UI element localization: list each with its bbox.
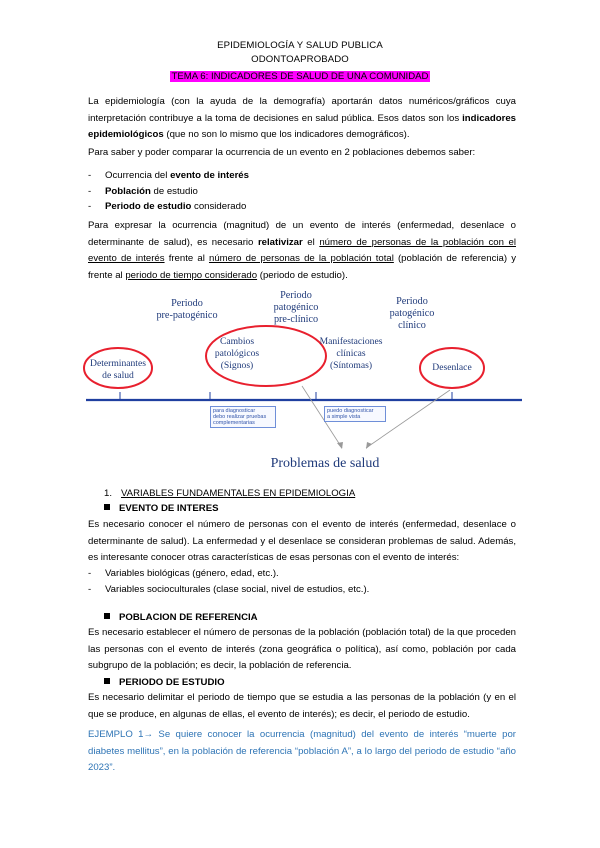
outcome-label: Desenlace	[432, 362, 472, 373]
clinical-manifestations-label: Manifestaciones clínicas (Síntomas)	[319, 336, 383, 371]
period-prepatogenic-label: Periodo pre-patogénico	[156, 298, 218, 321]
square-bullet-icon	[104, 613, 110, 619]
natural-history-diagram	[80, 286, 530, 486]
example-paragraph: EJEMPLO 1→ Se quiere conocer la ocurrencia (magnitud) del evento de interés “muerte por diabetes mellitus”, en la población de referencia “población A”, a lo largo del periodo de estudio “año 2023”.	[88, 729, 516, 774]
list-item: - Población de estudio	[88, 184, 508, 200]
period-clinical-label: Periodo patogénico clínico	[389, 296, 435, 331]
list-item: - Periodo de estudio considerado	[88, 199, 508, 215]
intro-bold: indicadores epidemiológicos	[88, 112, 516, 141]
list-item: - Variables socioculturales (clase social, nivel de estudios, etc.).	[88, 582, 508, 598]
tema-heading-wrap	[0, 71, 600, 82]
period-preclinical-label: Periodo patogénico pre-clínico	[273, 290, 319, 325]
tema-heading: TEMA 6: INDICADORES DE SALUD DE UNA COMUNIDAD	[171, 71, 429, 82]
variables-list	[88, 566, 508, 597]
note-complementary-tests: para diagnosticar debo realizar pruebas complementarias	[210, 406, 276, 428]
section-heading: 1. VARIABLES FUNDAMENTALES EN EPIDEMIOLOGIA	[104, 488, 356, 499]
square-bullet-icon	[104, 504, 110, 510]
periodo-paragraph: Es necesario delimitar el periodo de tiempo que se estudia a las personas de la población (y en el que se produce, en algunas de ellas, el evento de interés); es decir, el periodo de estudio.	[88, 692, 516, 720]
health-problems-label: Problemas de salud	[270, 456, 380, 471]
determinants-label: Determinantes de salud	[90, 358, 146, 381]
compare-text: Para saber y poder comparar la ocurrencia de un evento en 2 poblaciones debemos saber:	[88, 147, 476, 158]
intro-paragraph	[88, 94, 516, 144]
note-simple-view: puedo diagnosticar a simple vista	[324, 406, 386, 422]
evento-paragraph: Es necesario conocer el número de personas con el evento de interés (enfermedad, desenlace o determinante de salud). La enfermedad y el desenlace se consideran problemas de salud. Además, es interesante conocer otras características de esas personas con el evento de interés:	[88, 519, 516, 564]
list-item: - Ocurrencia del evento de interés	[88, 168, 508, 184]
document-title: EPIDEMIOLOGÍA Y SALUD PUBLICA	[217, 40, 383, 51]
square-bullet-icon	[104, 678, 110, 684]
magnitude-paragraph: Para expresar la ocurrencia (magnitud) de un evento de interés (enfermedad, desenlace o determinante de salud), es necesario relativizar el número de personas de la población con el evento de interés frente al número de personas de la población total (población de referencia) y frente al periodo de tiempo considerado (periodo de estudio).	[88, 220, 516, 281]
compare-list	[88, 168, 508, 215]
subheading-poblacion: POBLACION DE REFERENCIA	[104, 612, 258, 623]
document-subtitle: ODONTOAPROBADO	[251, 54, 349, 65]
poblacion-paragraph: Es necesario establecer el número de personas de la población (población total) de la que proceden las personas con el evento de interés (zona geográfica o política), así como, población por cada subgrupo de la población; es decir, la población de referencia.	[88, 627, 516, 672]
subheading-periodo: PERIODO DE ESTUDIO	[104, 677, 225, 688]
intro-end: (que no son lo mismo que los indicadores demográficos).	[163, 129, 410, 141]
subheading-evento: EVENTO DE INTERES	[104, 503, 219, 514]
intro-text: La epidemiología (con la ayuda de la demografía) aportarán datos numéricos/gráficos cuya interpretación contribuye a la toma de decisiones en salud pública. Esos datos son los	[88, 96, 516, 124]
pathologic-changes-label: Cambios patológicos (Signos)	[214, 336, 260, 371]
list-item: - Variables biológicas (género, edad, etc.).	[88, 566, 508, 582]
